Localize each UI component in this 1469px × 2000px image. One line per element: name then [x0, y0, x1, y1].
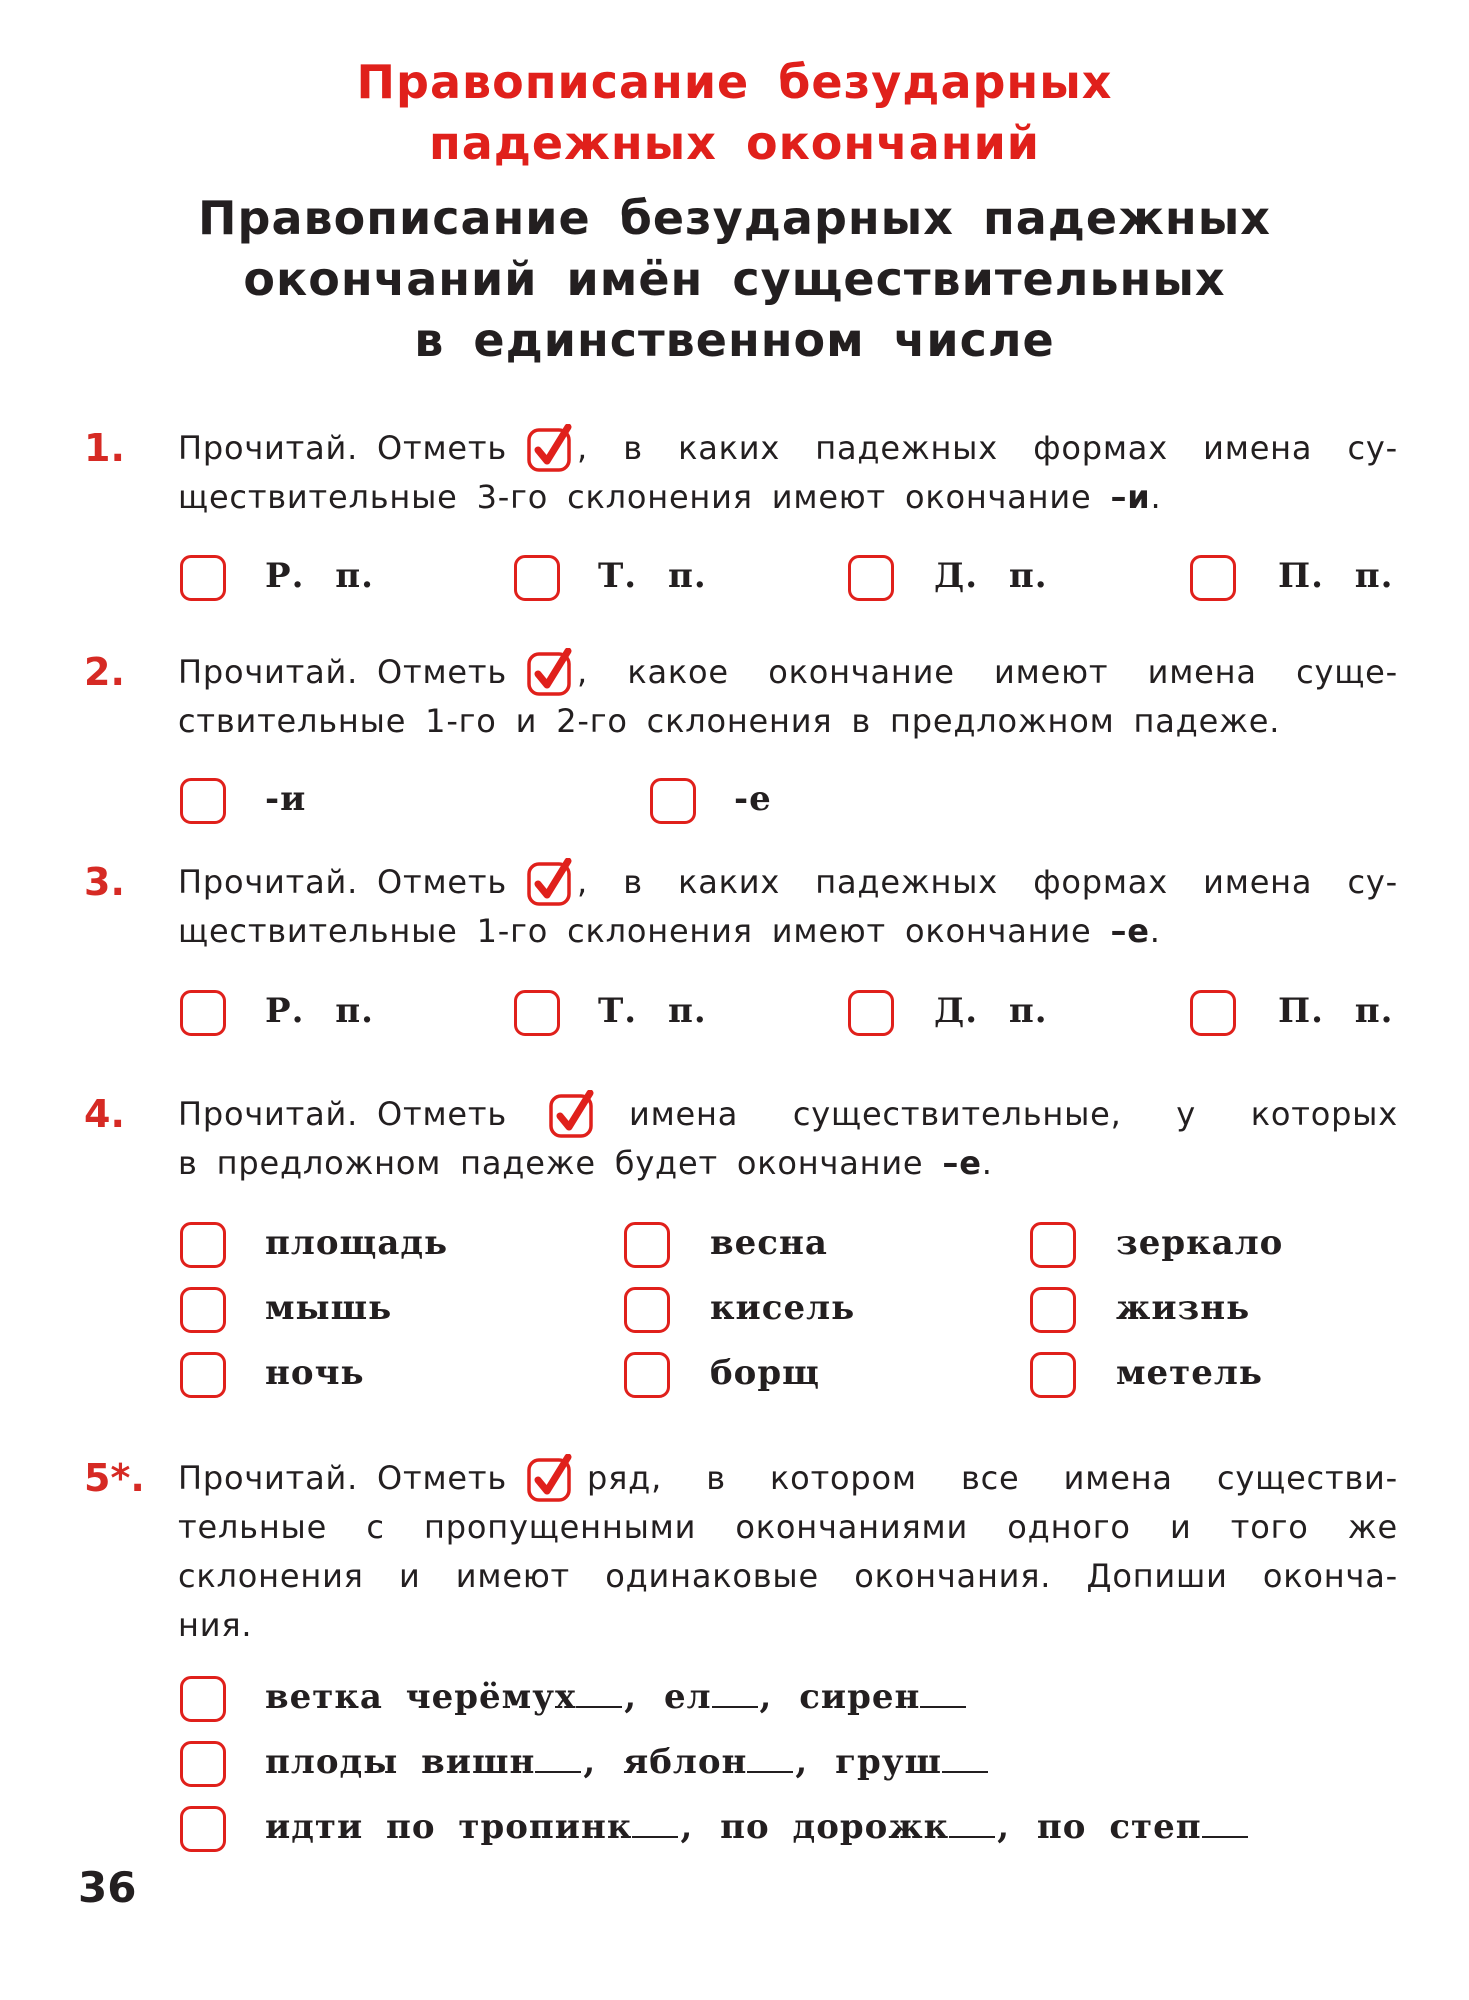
section-title-line-1: Правописание безударных	[356, 55, 1113, 109]
task-1-text	[178, 424, 1398, 522]
task-4-line-2	[178, 1139, 1398, 1188]
check-mark-icon	[527, 858, 575, 906]
task-5-row-2-word-1: плоды вишн	[265, 1742, 536, 1782]
task-4-option-9-label: метель	[1116, 1353, 1263, 1393]
topic-title-line-3: в единственном числе	[414, 313, 1055, 367]
task-1-number: 1.	[84, 426, 125, 470]
task-4-option-9-checkbox[interactable]	[1030, 1352, 1076, 1398]
task-4-ending: –е	[942, 1144, 982, 1182]
page-number: 36	[78, 1863, 137, 1912]
answer-blank[interactable]	[942, 1741, 988, 1773]
task-1-text-after: , в каких падежных формах имена су-	[577, 429, 1398, 467]
task-1-text-end: .	[1150, 478, 1162, 516]
task-4-option-8-label: борщ	[710, 1353, 820, 1393]
section-title	[0, 52, 1469, 174]
task-5-text	[178, 1454, 1398, 1650]
task-5-row-2-word-2: яблон	[623, 1742, 748, 1782]
answer-blank[interactable]	[920, 1676, 966, 1708]
answer-blank[interactable]	[1202, 1806, 1248, 1838]
task-4-text-after: имена существительные, у которых	[629, 1095, 1398, 1133]
task-5-line-2: тельные с пропущенными окончаниями одного и того же	[178, 1508, 1398, 1546]
task-4-text-before: Прочитай. Отметь	[178, 1095, 508, 1133]
task-1-option-4-label: П. п.	[1278, 556, 1394, 596]
topic-title-line-2: окончаний имён существительных	[243, 252, 1226, 306]
task-3-option-4-label: П. п.	[1278, 991, 1394, 1031]
task-3-text-before: Прочитай. Отметь	[178, 863, 508, 901]
task-4-text	[178, 1090, 1398, 1188]
task-1-option-2-label: Т. п.	[598, 556, 707, 596]
task-4-number: 4.	[84, 1092, 125, 1136]
task-4-option-4-checkbox[interactable]	[180, 1287, 226, 1333]
answer-blank[interactable]	[949, 1806, 995, 1838]
task-1-text-line2: ществительные 3-го склонения имеют окончание	[178, 478, 1111, 516]
task-2-line-1	[178, 648, 1398, 697]
task-1-option-3-checkbox[interactable]	[848, 555, 894, 601]
task-3-option-3-label: Д. п.	[934, 991, 1048, 1031]
answer-blank[interactable]	[712, 1676, 758, 1708]
task-4-option-2-label: весна	[710, 1223, 828, 1263]
task-5-row-1-word-2: ел	[663, 1677, 712, 1717]
section-title-line-2: падежных окончаний	[428, 116, 1041, 170]
task-3-option-4-checkbox[interactable]	[1190, 990, 1236, 1036]
task-5-row-1-word-3: сирен	[799, 1677, 921, 1717]
task-3-line-2	[178, 907, 1398, 956]
task-5-row-3-word-2: по дорожк	[720, 1807, 950, 1847]
task-2-text	[178, 648, 1398, 746]
answer-blank[interactable]	[535, 1741, 581, 1773]
task-5-row-3-word-1: идти по тропинк	[265, 1807, 633, 1847]
check-mark-icon	[549, 1090, 597, 1138]
task-2-option-1-label: -и	[265, 779, 307, 819]
task-3-option-1-label: Р. п.	[265, 991, 374, 1031]
task-4-option-6-label: жизнь	[1116, 1288, 1251, 1328]
task-5-option-1-checkbox[interactable]	[180, 1676, 226, 1722]
task-5-line-1	[178, 1454, 1398, 1503]
task-3-option-2-label: Т. п.	[598, 991, 707, 1031]
task-1-option-4-checkbox[interactable]	[1190, 555, 1236, 601]
answer-blank[interactable]	[747, 1741, 793, 1773]
task-5-row-3-word-3: по степ	[1036, 1807, 1202, 1847]
task-3-option-1-checkbox[interactable]	[180, 990, 226, 1036]
task-5-text-after: ряд, в котором все имена существи-	[587, 1459, 1398, 1497]
task-1-text-before: Прочитай. Отметь	[178, 429, 508, 467]
task-3-option-3-checkbox[interactable]	[848, 990, 894, 1036]
task-3-text-line2: ществительные 1-го склонения имеют окончание	[178, 912, 1111, 950]
task-5-line-4: ния.	[178, 1606, 253, 1644]
task-5-option-2-checkbox[interactable]	[180, 1741, 226, 1787]
task-4-option-5-checkbox[interactable]	[624, 1287, 670, 1333]
task-4-option-4-label: мышь	[265, 1288, 393, 1328]
task-2-option-1-checkbox[interactable]	[180, 778, 226, 824]
task-4-text-line2: в предложном падеже будет окончание	[178, 1144, 943, 1182]
answer-blank[interactable]	[632, 1806, 678, 1838]
task-2-option-2-checkbox[interactable]	[650, 778, 696, 824]
check-mark-icon	[527, 424, 575, 472]
task-2-text-before: Прочитай. Отметь	[178, 653, 508, 691]
task-4-text-end: .	[981, 1144, 993, 1182]
task-5-text-before: Прочитай. Отметь	[178, 1459, 508, 1497]
task-5-option-2-label: плоды вишн , яблон , груш	[265, 1739, 990, 1785]
task-1-ending: –и	[1110, 478, 1151, 516]
task-3-text-end: .	[1149, 912, 1161, 950]
task-3-number: 3.	[84, 860, 125, 904]
task-5-option-3-checkbox[interactable]	[180, 1806, 226, 1852]
topic-title-line-1: Правописание безударных падежных	[198, 191, 1271, 245]
topic-title	[0, 188, 1469, 371]
task-1-option-3-label: Д. п.	[934, 556, 1048, 596]
answer-blank[interactable]	[576, 1676, 622, 1708]
task-2-line-2: ствительные 1-го и 2-го склонения в предложном падеже.	[178, 702, 1281, 740]
task-1-option-1-label: Р. п.	[265, 556, 374, 596]
task-5-row-1-word-1: ветка черёмух	[265, 1677, 577, 1717]
task-4-line-1	[178, 1090, 1398, 1139]
task-5-line-3: склонения и имеют одинаковые окончания. Допиши оконча-	[178, 1557, 1398, 1595]
task-1-option-2-checkbox[interactable]	[514, 555, 560, 601]
task-5-option-1-label: ветка черёмух , ел , сирен	[265, 1674, 968, 1720]
task-4-option-7-checkbox[interactable]	[180, 1352, 226, 1398]
task-5-option-3-label: идти по тропинк , по дорожк , по степ	[265, 1804, 1250, 1850]
task-2-number: 2.	[84, 650, 125, 694]
task-1-option-1-checkbox[interactable]	[180, 555, 226, 601]
task-4-option-7-label: ночь	[265, 1353, 365, 1393]
check-mark-icon	[527, 648, 575, 696]
task-4-option-8-checkbox[interactable]	[624, 1352, 670, 1398]
task-5-number: 5*.	[84, 1456, 145, 1500]
task-2-text-after: , какое окончание имеют имена суще-	[577, 653, 1398, 691]
task-4-option-3-checkbox[interactable]	[1030, 1222, 1076, 1268]
task-3-text	[178, 858, 1398, 956]
task-3-option-2-checkbox[interactable]	[514, 990, 560, 1036]
task-3-ending: –е	[1110, 912, 1150, 950]
task-1-line-1	[178, 424, 1398, 473]
task-4-option-3-label: зеркало	[1116, 1223, 1284, 1263]
task-4-option-6-checkbox[interactable]	[1030, 1287, 1076, 1333]
task-4-option-1-checkbox[interactable]	[180, 1222, 226, 1268]
task-5-row-2-word-3: груш	[835, 1742, 943, 1782]
task-1-line-2	[178, 473, 1398, 522]
task-4-option-5-label: кисель	[710, 1288, 856, 1328]
task-2-option-2-label: -е	[734, 779, 772, 819]
check-mark-icon	[527, 1454, 575, 1502]
task-4-option-2-checkbox[interactable]	[624, 1222, 670, 1268]
task-3-line-1	[178, 858, 1398, 907]
task-3-text-after: , в каких падежных формах имена су-	[577, 863, 1398, 901]
task-4-option-1-label: площадь	[265, 1223, 449, 1263]
